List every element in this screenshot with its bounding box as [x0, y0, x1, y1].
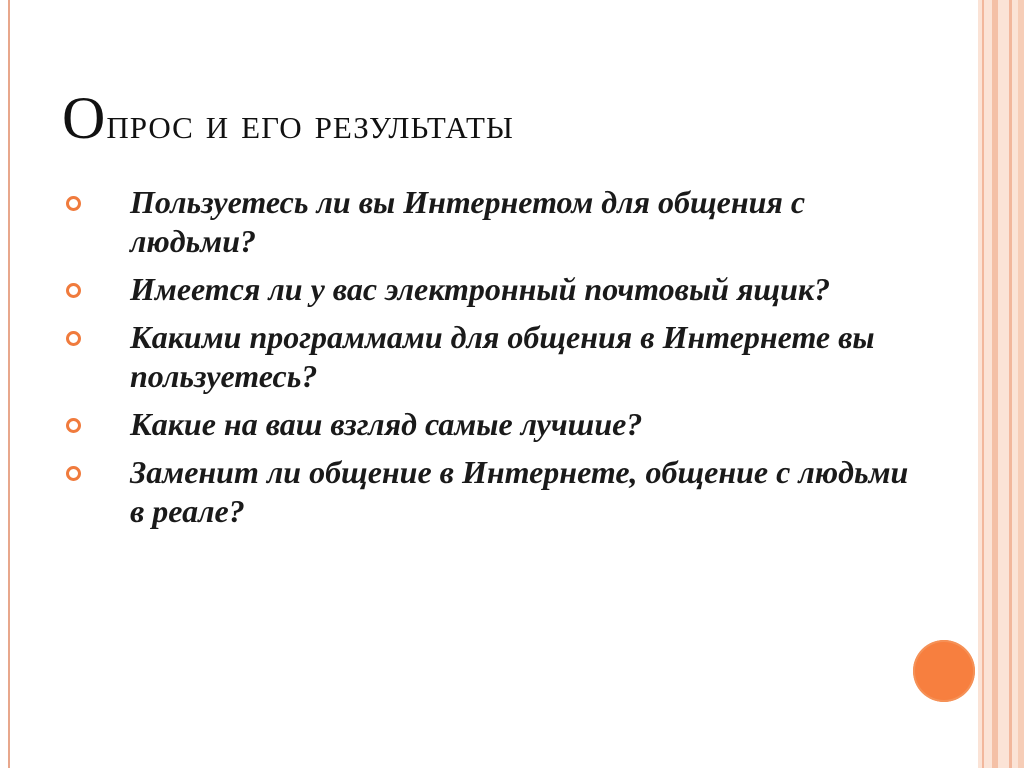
bullet-text: Заменит ли общение в Интернете, общение с людьми в реале?	[130, 454, 909, 529]
ring-bullet-icon	[66, 283, 81, 298]
ring-bullet-icon	[66, 331, 81, 346]
ring-bullet-icon	[66, 418, 81, 433]
orange-circle-decoration	[913, 640, 975, 702]
title-rest: прос и его результаты	[106, 99, 514, 148]
ring-bullet-icon	[66, 196, 81, 211]
ring-bullet-icon	[66, 466, 81, 481]
stripe	[982, 0, 984, 768]
left-border-line	[8, 0, 10, 768]
bullet-item	[62, 183, 922, 261]
bullet-item	[62, 453, 922, 531]
slide-title	[62, 84, 514, 153]
right-decorative-stripes	[978, 0, 1024, 768]
bullet-text: Имеется ли у вас электронный почтовый ящик?	[130, 271, 831, 307]
bullet-item	[62, 270, 922, 309]
title-initial: О	[62, 85, 107, 151]
bullet-text: Какими программами для общения в Интернете вы пользуетесь?	[130, 319, 875, 394]
bullet-item	[62, 405, 922, 444]
stripe	[992, 0, 998, 768]
bullet-item	[62, 318, 922, 396]
stripe	[1009, 0, 1012, 768]
stripe	[1018, 0, 1024, 768]
bullet-text: Какие на ваш взгляд самые лучшие?	[130, 406, 643, 442]
bullet-text: Пользуетесь ли вы Интернетом для общения с людьми?	[130, 184, 806, 259]
bullet-list	[62, 183, 922, 540]
